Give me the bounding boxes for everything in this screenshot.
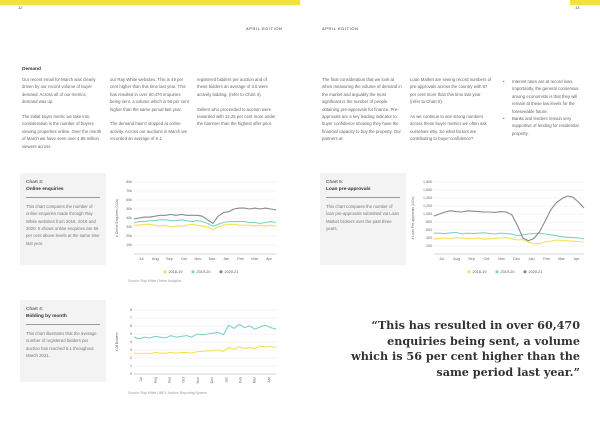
legend-label: 2018-19	[168, 270, 183, 274]
section-title: Demand	[22, 67, 41, 72]
right-column-1	[322, 76, 404, 150]
y-tick-label: 50k	[126, 207, 132, 212]
paragraph: Sellers who proceeded to auction were rewarded with 12.25 per cent more under the hammer than the highest offer prior.	[197, 106, 276, 127]
series-line-registered-bidders	[134, 324, 276, 338]
y-tick-label: 60k	[126, 198, 132, 203]
y-tick-label: 70k	[126, 189, 132, 194]
page-number: 12	[18, 5, 23, 10]
x-tick-label: Feb	[543, 257, 550, 261]
x-tick-label: Dec	[208, 257, 216, 261]
x-tick-label: Sep	[468, 257, 475, 261]
x-tick-label: Nov	[498, 257, 505, 261]
chart5-caption-box	[320, 173, 406, 265]
paragraph: our Ray White websites. This is 49 per cent higher than this time last year. This has resulted in over 60,470 enquiries being sent, a volume which is 56 per cent higher than the same period last year.	[110, 77, 189, 112]
bullet-item: • Interest rates are at record lows. Importantly, the general consensus among economists is that they will remain at these low levels for the foreseeable future.	[512, 78, 584, 115]
y-axis-label: # Loan Pre-approvals (000s)	[411, 196, 415, 240]
paragraph: Our recent email for March was clearly driven by our record volume of buyer demand. Across all of our metrics, demand was up.	[22, 77, 96, 105]
y-axis-label: # Of Bidders	[115, 332, 119, 352]
x-tick-label: Oct	[483, 257, 490, 261]
legend-marker	[191, 270, 194, 273]
x-tick-label: Mar	[251, 257, 258, 261]
x-tick-label: Oct	[180, 257, 187, 261]
page-number: 13	[575, 5, 580, 10]
x-tick-label: Mar	[252, 377, 257, 384]
divider	[26, 324, 100, 325]
chart5-loan-pre-approvals	[408, 178, 588, 276]
x-tick-label: Jan	[528, 257, 535, 261]
x-tick-label: Dec	[513, 257, 520, 261]
bullet-item: • Banks and lenders remain very supportive of lending for residential property.	[512, 115, 584, 137]
y-tick-label: 1,800	[423, 180, 432, 185]
legend-marker	[163, 270, 166, 273]
x-tick-label: Jan	[224, 377, 229, 383]
y-tick-label: 3	[130, 348, 132, 353]
chart-description: This chart illustrates that the average number of registered bidders per auction has reached 6.1 throughout March 2021.	[26, 330, 97, 358]
chart-title: Chart 5:	[326, 180, 344, 185]
x-tick-label: Feb	[238, 377, 243, 384]
x-tick-label: Sep	[167, 377, 172, 384]
y-tick-label: 600	[426, 228, 432, 233]
x-tick-label: Aug	[153, 377, 158, 384]
chart-title: Chart 3:	[26, 180, 44, 185]
chart-description: This chart compares the number of online enquiries made through Ray White websites from 2018, 2019 and 2020. It shows online enquiries are 56 per cent above levels at the same time last year.	[26, 203, 100, 246]
divider	[26, 197, 100, 198]
y-tick-label: 8	[130, 308, 132, 313]
x-tick-label: Aug	[453, 257, 460, 261]
legend-label: 2020-21	[224, 270, 239, 274]
paragraph: Loan Market are seeing record numbers of pre-approvals across the country with 87 per cent more than this time last year (refer to Chart 5).	[410, 77, 492, 105]
y-tick-label: 1,400	[423, 196, 432, 201]
legend-marker	[219, 270, 222, 273]
x-tick-label: Nov	[195, 377, 200, 384]
chart4-caption-box	[20, 300, 106, 382]
x-tick-label: Dec	[210, 377, 215, 384]
y-tick-label: 200	[426, 244, 432, 249]
chart-subtitle: Loan pre-approvals	[326, 187, 371, 192]
x-tick-label: Jul	[439, 257, 444, 261]
y-tick-label: 20k	[126, 234, 132, 239]
edition-label: APRIL EDITION	[246, 26, 283, 31]
x-tick-label: Nov	[194, 257, 202, 261]
legend-label: 2019-20	[196, 270, 211, 274]
pull-quote: “This has resulted in over 60,470 enquiries being sent, a volume which is 56 per cent higher than the same period last year.”	[351, 318, 580, 379]
y-tick-label: 0	[130, 372, 132, 377]
y-tick-label: 10k	[126, 243, 132, 248]
y-tick-label: 40k	[126, 216, 132, 221]
chart4-bidding-by-month	[110, 306, 282, 394]
y-tick-label: 6	[130, 324, 132, 329]
y-tick-label: 400	[426, 236, 432, 241]
y-tick-label: 1,600	[423, 188, 432, 193]
y-axis-label: # Online Enquiries (000s)	[115, 198, 119, 238]
x-tick-label: Aug	[151, 257, 159, 261]
legend-marker	[467, 270, 470, 273]
y-tick-label: 4	[130, 340, 132, 345]
y-tick-label: 1,000	[423, 212, 432, 217]
legend-marker	[523, 270, 526, 273]
legend-label: 2018-19	[472, 270, 487, 274]
x-tick-label: Oct	[181, 377, 186, 383]
left-column-1	[22, 76, 102, 157]
chart3-caption-box	[20, 173, 106, 265]
bullet-list	[512, 78, 584, 137]
left-column-3	[197, 76, 277, 135]
paragraph: The demand hasn't stopped at online activity. Across our auctions in March we recorded an average of 6.1	[110, 121, 188, 142]
x-tick-label: Apr	[266, 377, 271, 383]
chart-source: Source: Ray White LIBEY Auction Reporting System	[128, 391, 207, 395]
x-tick-label: Apr	[265, 257, 272, 261]
chart3-online-enquiries	[110, 178, 282, 276]
x-tick-label: Jan	[223, 257, 230, 261]
paragraph: registered bidders per auction and of these bidders an average of 3.5 were actively bidding, (refer to Chart 4).	[197, 77, 268, 97]
y-tick-label: 1	[130, 364, 132, 369]
accent-bar	[0, 0, 300, 5]
y-tick-label: 2	[130, 356, 132, 361]
legend-label: 2020-21	[528, 270, 543, 274]
y-tick-label: 5	[130, 332, 132, 337]
y-tick-label: 800	[426, 220, 432, 225]
y-tick-label: 7	[130, 316, 132, 321]
chart-subtitle: Online enquiries	[26, 187, 64, 192]
legend-marker	[495, 270, 498, 273]
right-column-2	[410, 76, 492, 150]
x-tick-label: Sep	[166, 257, 173, 261]
x-tick-label: Feb	[237, 257, 244, 261]
edition-label: APRIL EDITION	[322, 26, 359, 31]
chart-title: Chart 4:	[26, 307, 44, 312]
y-tick-label: 30k	[126, 225, 132, 230]
y-tick-label: 80k	[126, 180, 132, 185]
y-tick-label: 1,200	[423, 204, 432, 209]
chart-source: Source: Ray White Online Analytics	[128, 279, 182, 283]
chart-subtitle: Bidding by month	[26, 314, 67, 319]
chart-description: This chart compares the number of loan pre-approvals submitted via Loan Market brokers over the past three years.	[326, 203, 399, 231]
x-tick-label: Mar	[558, 257, 565, 261]
divider	[326, 197, 400, 198]
left-column-2	[110, 76, 190, 150]
x-tick-label: Jul	[138, 257, 144, 261]
x-tick-label: Apr	[573, 257, 580, 261]
series-line-2018-19	[434, 238, 584, 244]
paragraph: The initial buyer metric we take into consideration is the number of buyers viewing properties online. Over the month of March we have seen over 4.85 million viewers across	[22, 114, 102, 149]
paragraph: As we continue to see strong numbers across these buyer metrics we often ask ourselves why. So what factors are contributing to buyer confidence?	[410, 114, 487, 142]
legend-label: 2019-20	[500, 270, 515, 274]
paragraph: The final consideration that we look at when measuring the volume of demand in the market and arguably the most significant is the number of people obtaining pre-approvals for finance. Pre-approvals are a key leading indicator to buyer confidence showing they have the financial capacity to buy the property. Our partners at	[322, 77, 402, 142]
x-tick-label: Jul	[139, 377, 144, 382]
